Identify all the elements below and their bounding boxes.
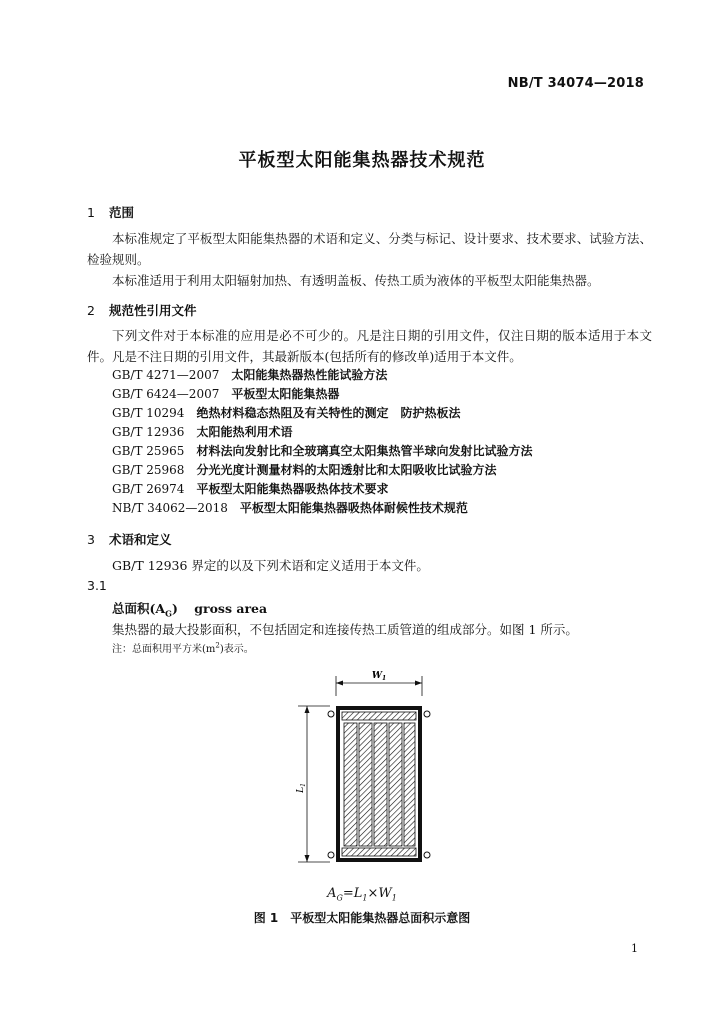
reference-item <box>112 461 496 480</box>
reference-name: 分光光度计测量材料的太阳透射比和太阳吸收比试验方法 <box>196 463 497 477</box>
section-2-intro: 下列文件对于本标准的应用是必不可少的。凡是注日期的引用文件，仅注日期的版本适用于本文件。凡是不注日期的引用文件，其最新版本(包括所有的修改单)适用于本文件。 <box>87 328 652 364</box>
reference-name: 平板型太阳能集热器 <box>231 387 340 401</box>
absorber-strip <box>404 723 415 846</box>
figure-formula <box>0 886 724 903</box>
reference-item <box>112 423 292 442</box>
reference-code: GB/T 25965 <box>112 444 185 458</box>
collector-diagram <box>290 668 440 883</box>
term-close: ) <box>171 601 178 616</box>
top-header-pipe <box>342 712 416 720</box>
reference-name: 绝热材料稳态热阻及有关特性的测定 防护热板法 <box>196 406 461 420</box>
length-label: $L_1$ <box>296 783 307 793</box>
length-arrow-top <box>305 706 310 713</box>
document-code: NB/T 34074—2018 <box>507 76 644 91</box>
outlet-pipe-top-right <box>424 711 430 717</box>
figure-caption: 图 1 平板型太阳能集热器总面积示意图 <box>253 911 471 925</box>
section-3-heading <box>87 530 172 548</box>
reference-item <box>112 404 460 423</box>
term-subscript: G <box>165 608 172 619</box>
term-chinese: 总面积(A <box>112 601 166 616</box>
formula-eq: =L <box>342 886 363 901</box>
reference-item <box>112 499 468 518</box>
section-1-number: 1 <box>87 205 95 220</box>
section-2-heading <box>87 301 197 319</box>
absorber-strip <box>389 723 402 846</box>
reference-code: GB/T 10294 <box>112 406 185 420</box>
reference-item <box>112 442 532 461</box>
absorber-strip <box>374 723 387 846</box>
width-arrow-left <box>336 681 343 686</box>
page-title: 平板型太阳能集热器技术规范 <box>238 150 486 171</box>
formula-a-sub: G <box>336 893 343 903</box>
section-1-paragraph-1: 本标准规定了平板型太阳能集热器的术语和定义、分类与标记、设计要求、技术要求、试验方法、检验规则。 <box>87 231 652 267</box>
absorber-strip <box>359 723 372 846</box>
reference-name: 平板型太阳能集热器吸热体技术要求 <box>196 482 389 496</box>
term-heading <box>112 599 267 619</box>
width-label: $W_1$ <box>371 671 387 682</box>
section-1-title: 范围 <box>109 205 135 220</box>
reference-name: 太阳能热利用术语 <box>196 425 293 439</box>
formula-a: A <box>327 886 337 901</box>
reference-code: GB/T 12936 <box>112 425 185 439</box>
page-number: 1 <box>631 942 638 955</box>
reference-item <box>112 480 388 499</box>
formula-times: ×W <box>367 886 392 901</box>
outlet-pipe-bottom-right <box>424 852 430 858</box>
reference-code: NB/T 34062—2018 <box>112 501 228 515</box>
reference-item <box>112 366 387 385</box>
note-prefix: 注：总面积用平方米(m <box>112 644 216 655</box>
reference-code: GB/T 26974 <box>112 482 185 496</box>
reference-code: GB/T 4271—2007 <box>112 368 220 382</box>
term-number: 3.1 <box>87 578 107 593</box>
reference-name: 太阳能集热器热性能试验方法 <box>231 368 388 382</box>
bottom-header-pipe <box>342 848 416 856</box>
reference-name: 材料法向发射比和全玻璃真空太阳集热管半球向发射比试验方法 <box>196 444 533 458</box>
note-superscript: 2 <box>215 641 220 650</box>
inlet-pipe-top-left <box>328 711 334 717</box>
reference-code: GB/T 6424—2007 <box>112 387 220 401</box>
note-suffix: )表示。 <box>219 644 254 655</box>
term-english: gross area <box>194 601 268 616</box>
inlet-pipe-bottom-left <box>328 852 334 858</box>
term-definition: 集热器的最大投影面积，不包括固定和连接传热工质管道的组成部分。如图 1 所示。 <box>112 622 578 637</box>
formula-w-sub: 1 <box>391 893 397 903</box>
section-3-title: 术语和定义 <box>109 532 172 547</box>
width-arrow-right <box>415 681 422 686</box>
term-note <box>112 640 254 655</box>
section-2-number: 2 <box>87 303 95 318</box>
absorber-strip <box>344 723 357 846</box>
reference-item <box>112 385 339 404</box>
section-2-title: 规范性引用文件 <box>109 303 197 318</box>
section-3-number: 3 <box>87 532 95 547</box>
length-arrow-bottom <box>305 855 310 862</box>
reference-name: 平板型太阳能集热器吸热体耐候性技术规范 <box>239 501 468 515</box>
formula-l-sub: 1 <box>362 893 368 903</box>
section-1-heading <box>87 203 134 221</box>
section-3-intro: GB/T 12936 界定的以及下列术语和定义适用于本文件。 <box>112 558 429 573</box>
reference-code: GB/T 25968 <box>112 463 185 477</box>
section-1-paragraph-2: 本标准适用于利用太阳辐射加热、有透明盖板、传热工质为液体的平板型太阳能集热器。 <box>112 273 600 288</box>
